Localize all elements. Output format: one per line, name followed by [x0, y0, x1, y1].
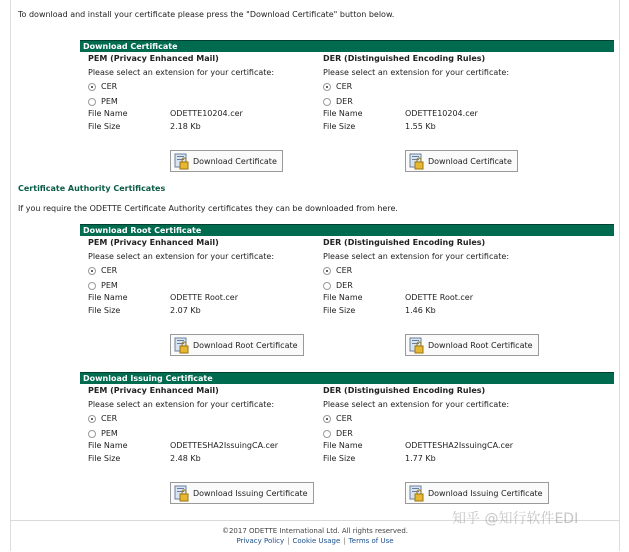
radio-option-pem[interactable]	[88, 96, 318, 107]
radio-option-cer[interactable]	[323, 265, 553, 276]
radio-label: PEM	[101, 281, 118, 290]
radio-button[interactable]	[323, 430, 331, 438]
download-issuing-certificate-section	[80, 372, 614, 498]
radio-label: CER	[101, 414, 118, 423]
file-size-label: File Size	[88, 454, 121, 463]
radio-option-cer[interactable]	[323, 81, 553, 92]
download-issuing-certificate-pem-button[interactable]	[170, 482, 314, 504]
footer-links	[10, 537, 620, 545]
radio-option-cer[interactable]	[88, 265, 318, 276]
der-file-info	[323, 109, 553, 135]
pem-column	[88, 386, 318, 439]
extension-prompt: Please select an extension for your certificate:	[88, 400, 275, 409]
pem-title: PEM (Privacy Enhanced Mail)	[88, 54, 219, 63]
der-title: DER (Distinguished Encoding Rules)	[323, 238, 486, 247]
radio-option-cer[interactable]	[88, 81, 318, 92]
download-root-certificate-section	[80, 224, 614, 350]
file-size-value: 2.48 Kb	[170, 454, 201, 463]
file-size-label: File Size	[323, 122, 356, 131]
radio-label: DER	[336, 97, 353, 106]
pem-title: PEM (Privacy Enhanced Mail)	[88, 238, 219, 247]
button-label: Download Issuing Certificate	[193, 488, 308, 498]
file-size-label: File Size	[323, 306, 356, 315]
der-file-info	[323, 441, 553, 467]
file-name-label: File Name	[323, 441, 363, 450]
certificate-icon	[174, 337, 189, 354]
file-name-value: ODETTESHA2IssuingCA.cer	[405, 441, 514, 450]
button-label: Download Root Certificate	[193, 340, 298, 350]
terms-of-use-link[interactable]: Terms of Use	[348, 537, 394, 545]
radio-button[interactable]	[88, 430, 96, 438]
download-certificate-pem-button[interactable]	[170, 150, 283, 172]
download-certificate-der-button[interactable]	[405, 150, 518, 172]
certificate-icon	[174, 485, 189, 502]
der-file-info	[323, 293, 553, 319]
radio-label: CER	[101, 266, 118, 275]
file-name-label: File Name	[88, 441, 128, 450]
file-name-label: File Name	[88, 109, 128, 118]
der-column	[323, 54, 553, 107]
radio-label: CER	[336, 414, 353, 423]
radio-label: DER	[336, 429, 353, 438]
pem-column	[88, 238, 318, 291]
section-header: Download Root Certificate	[80, 224, 614, 236]
radio-label: PEM	[101, 97, 118, 106]
file-size-label: File Size	[323, 454, 356, 463]
radio-label: DER	[336, 281, 353, 290]
radio-option-der[interactable]	[323, 96, 553, 107]
copyright-text: ©2017 ODETTE International Ltd. All rights reserved.	[221, 527, 409, 535]
file-size-value: 1.46 Kb	[405, 306, 436, 315]
extension-prompt: Please select an extension for your certificate:	[323, 68, 510, 77]
pem-column	[88, 54, 318, 107]
radio-label: PEM	[101, 429, 118, 438]
intro-text: To download and install your certificate please press the "Download Certificate" button below.	[18, 10, 395, 19]
file-name-label: File Name	[88, 293, 128, 302]
radio-button[interactable]	[323, 282, 331, 290]
pem-file-info	[88, 293, 318, 319]
download-root-certificate-der-button[interactable]	[405, 334, 539, 356]
file-size-value: 1.55 Kb	[405, 122, 436, 131]
extension-prompt: Please select an extension for your certificate:	[88, 68, 275, 77]
download-issuing-certificate-der-button[interactable]	[405, 482, 549, 504]
radio-label: CER	[101, 82, 118, 91]
radio-option-pem[interactable]	[88, 428, 318, 439]
der-title: DER (Distinguished Encoding Rules)	[323, 386, 486, 395]
der-column	[323, 386, 553, 439]
file-size-value: 2.18 Kb	[170, 122, 201, 131]
radio-option-cer[interactable]	[88, 413, 318, 424]
file-size-label: File Size	[88, 306, 121, 315]
download-root-certificate-pem-button[interactable]	[170, 334, 304, 356]
file-name-value: ODETTE Root.cer	[405, 293, 474, 302]
radio-label: CER	[336, 82, 353, 91]
file-size-label: File Size	[88, 122, 121, 131]
section-header: Download Issuing Certificate	[80, 372, 614, 384]
ca-certificates-text: If you require the ODETTE Certificate Authority certificates they can be downloaded from here.	[18, 204, 398, 213]
cookie-usage-link[interactable]: Cookie Usage	[292, 537, 341, 545]
separator: |	[287, 537, 290, 545]
separator: |	[343, 537, 346, 545]
file-name-value: ODETTE Root.cer	[170, 293, 239, 302]
certificate-icon	[174, 153, 189, 170]
section-header: Download Certificate	[80, 40, 614, 52]
radio-button[interactable]	[88, 415, 96, 423]
radio-option-pem[interactable]	[88, 280, 318, 291]
radio-button[interactable]	[323, 267, 331, 275]
radio-button[interactable]	[323, 98, 331, 106]
pem-file-info	[88, 441, 318, 467]
radio-button[interactable]	[323, 415, 331, 423]
file-name-value: ODETTE10204.cer	[405, 109, 478, 118]
radio-option-cer[interactable]	[323, 413, 553, 424]
certificate-icon	[409, 337, 424, 354]
file-name-label: File Name	[323, 293, 363, 302]
watermark: 知乎 @知行软件EDI	[452, 511, 579, 527]
radio-button[interactable]	[88, 83, 96, 91]
radio-option-der[interactable]	[323, 280, 553, 291]
ca-certificates-heading: Certificate Authority Certificates	[18, 184, 166, 193]
button-label: Download Certificate	[193, 156, 277, 166]
download-certificate-section	[80, 40, 614, 166]
radio-button[interactable]	[323, 83, 331, 91]
button-label: Download Root Certificate	[428, 340, 533, 350]
extension-prompt: Please select an extension for your certificate:	[323, 400, 510, 409]
radio-label: CER	[336, 266, 353, 275]
der-title: DER (Distinguished Encoding Rules)	[323, 54, 486, 63]
radio-option-der[interactable]	[323, 428, 553, 439]
pem-file-info	[88, 109, 318, 135]
pem-title: PEM (Privacy Enhanced Mail)	[88, 386, 219, 395]
file-name-value: ODETTE10204.cer	[170, 109, 243, 118]
radio-button[interactable]	[88, 282, 96, 290]
file-size-value: 2.07 Kb	[170, 306, 201, 315]
extension-prompt: Please select an extension for your certificate:	[323, 252, 510, 261]
privacy-policy-link[interactable]: Privacy Policy	[236, 537, 285, 545]
extension-prompt: Please select an extension for your certificate:	[88, 252, 275, 261]
certificate-icon	[409, 485, 424, 502]
file-size-value: 1.77 Kb	[405, 454, 436, 463]
file-name-value: ODETTESHA2IssuingCA.cer	[170, 441, 279, 450]
radio-button[interactable]	[88, 267, 96, 275]
button-label: Download Issuing Certificate	[428, 488, 543, 498]
button-label: Download Certificate	[428, 156, 512, 166]
der-column	[323, 238, 553, 291]
radio-button[interactable]	[88, 98, 96, 106]
file-name-label: File Name	[323, 109, 363, 118]
certificate-icon	[409, 153, 424, 170]
